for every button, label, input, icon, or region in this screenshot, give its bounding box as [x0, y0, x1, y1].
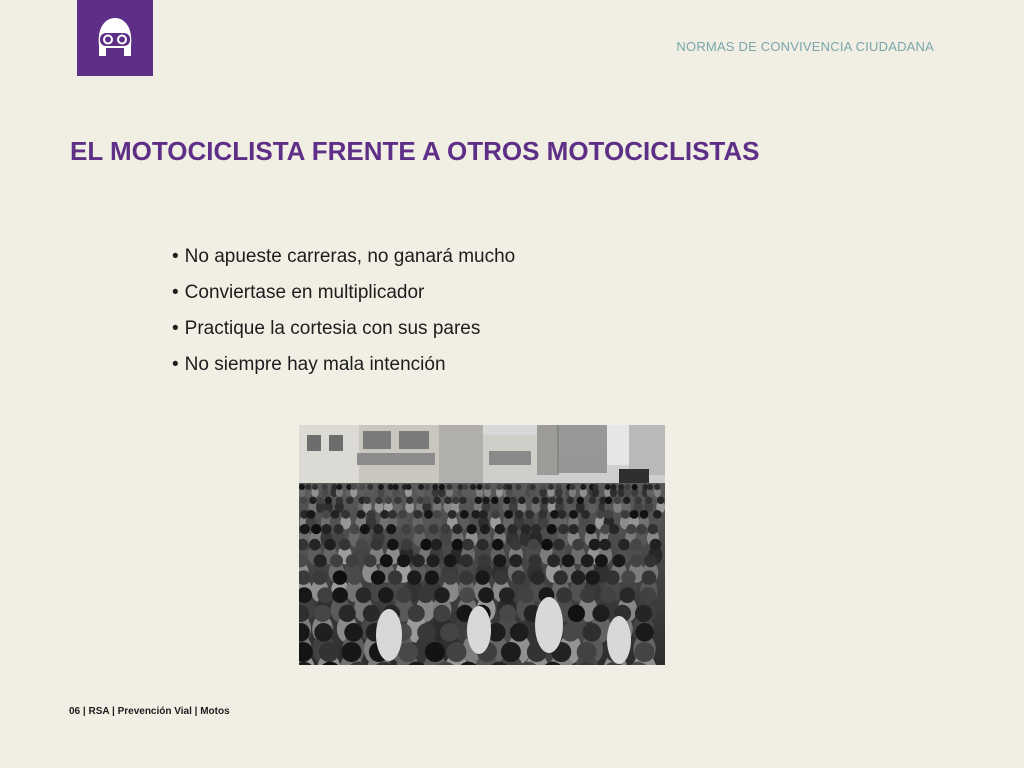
- motorcyclists-crowd-photo: [299, 425, 665, 665]
- bullet-text: No apueste carreras, no ganará mucho: [184, 246, 516, 267]
- bullet-item: • Practique la cortesia con sus pares: [172, 318, 481, 339]
- section-label: NORMAS DE CONVIVENCIA CIUDADANA: [676, 39, 934, 54]
- bullet-item: • No siempre hay mala intención: [172, 354, 446, 375]
- footer-text: 06 | RSA | Prevención Vial | Motos: [69, 706, 230, 717]
- bullet-text: Practique la cortesia con sus pares: [184, 318, 481, 339]
- slide-title: EL MOTOCICLISTA FRENTE A OTROS MOTOCICLISTAS: [70, 136, 760, 166]
- motorcyclists-photo: [299, 425, 665, 665]
- bullet-text: Conviertase en multiplicador: [184, 282, 425, 303]
- bullet-text: No siempre hay mala intención: [184, 354, 446, 375]
- bullet-item: • Conviertase en multiplicador: [172, 282, 425, 303]
- helmet-goggles-icon: [89, 12, 141, 64]
- brand-logo: [77, 0, 153, 76]
- bullet-item: • No apueste carreras, no ganará mucho: [172, 246, 516, 267]
- bullet-list: [172, 244, 515, 388]
